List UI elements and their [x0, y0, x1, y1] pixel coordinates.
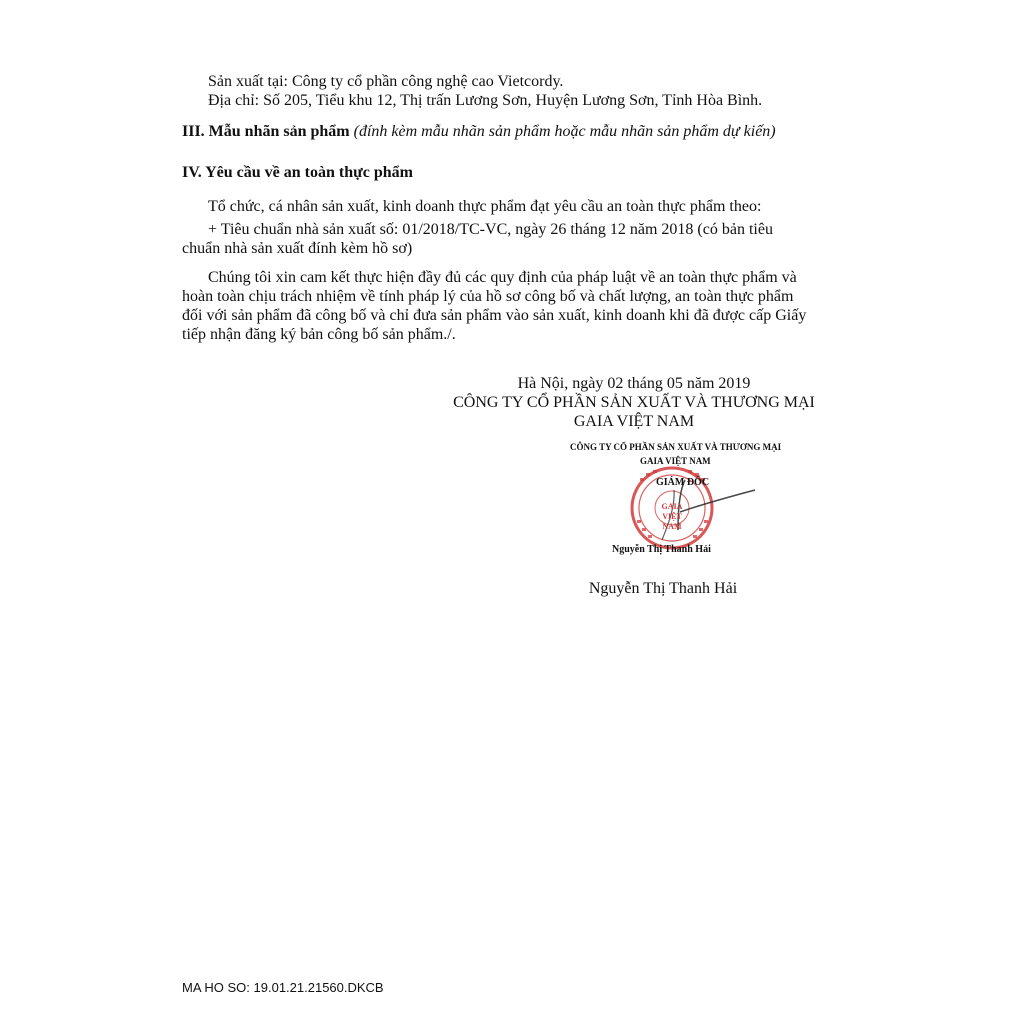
commitment-line-3: đối với sản phẩm đã công bố và chỉ đưa sản phẩm vào sản xuất, kinh doanh khi đã được cấp Giấy — [182, 307, 807, 324]
place-date: Hà Nội, ngày 02 tháng 05 năm 2019 — [517, 375, 751, 392]
section-3-title: III. Mẫu nhãn sản phẩm — [182, 123, 350, 140]
stamp-company-line-1: CÔNG TY CỔ PHẦN SẢN XUẤT VÀ THƯƠNG MẠI — [570, 442, 782, 452]
seal-center-text: GAIA VIỆT NAM — [661, 502, 683, 531]
company-name-line-1: CÔNG TY CỔ PHẦN SẢN XUẤT VÀ THƯƠNG MẠI — [453, 394, 815, 411]
signer-name: Nguyễn Thị Thanh Hải — [588, 580, 738, 597]
signature-stamp-block — [560, 440, 780, 560]
stamp-signer-name: Nguyễn Thị Thanh Hải — [612, 544, 711, 555]
commitment-line-1: Chúng tôi xin cam kết thực hiện đầy đủ các quy định của pháp luật về an toàn thực phẩm và — [208, 269, 797, 286]
stamp-company-line-2: GAIA VIỆT NAM — [640, 456, 711, 466]
company-name-line-2: GAIA VIỆT NAM — [573, 413, 695, 430]
standard-line-1: + Tiêu chuẩn nhà sản xuất số: 01/2018/TC-VC, ngày 26 tháng 12 năm 2018 (có bản tiêu — [208, 221, 773, 238]
address-line: Địa chỉ: Số 205, Tiểu khu 12, Thị trấn Lương Sơn, Huyện Lương Sơn, Tỉnh Hòa Bình. — [208, 92, 763, 109]
producer-line: Sản xuất tại: Công ty cổ phần công nghệ cao Vietcordy. — [208, 73, 564, 90]
section-4-title: IV. Yêu cầu về an toàn thực phẩm — [182, 164, 413, 181]
section-4-paragraph-1: Tổ chức, cá nhân sản xuất, kinh doanh thực phẩm đạt yêu cầu an toàn thực phẩm theo: — [208, 198, 762, 215]
section-3-note: (đính kèm mẫu nhãn sản phẩm hoặc mẫu nhãn sản phẩm dự kiến) — [353, 123, 776, 140]
commitment-line-4: tiếp nhận đăng ký bản công bố sản phẩm./. — [182, 326, 456, 343]
record-code: MA HO SO: 19.01.21.21560.DKCB — [182, 980, 384, 995]
section-3-heading — [182, 122, 776, 141]
standard-line-2: chuẩn nhà sản xuất đính kèm hồ sơ) — [182, 240, 413, 257]
commitment-line-2: hoàn toàn chịu trách nhiệm về tính pháp lý của hồ sơ công bố và chất lượng, an toàn thực phẩm — [182, 288, 794, 305]
stamp-title: GIÁM ĐỐC — [656, 477, 710, 488]
